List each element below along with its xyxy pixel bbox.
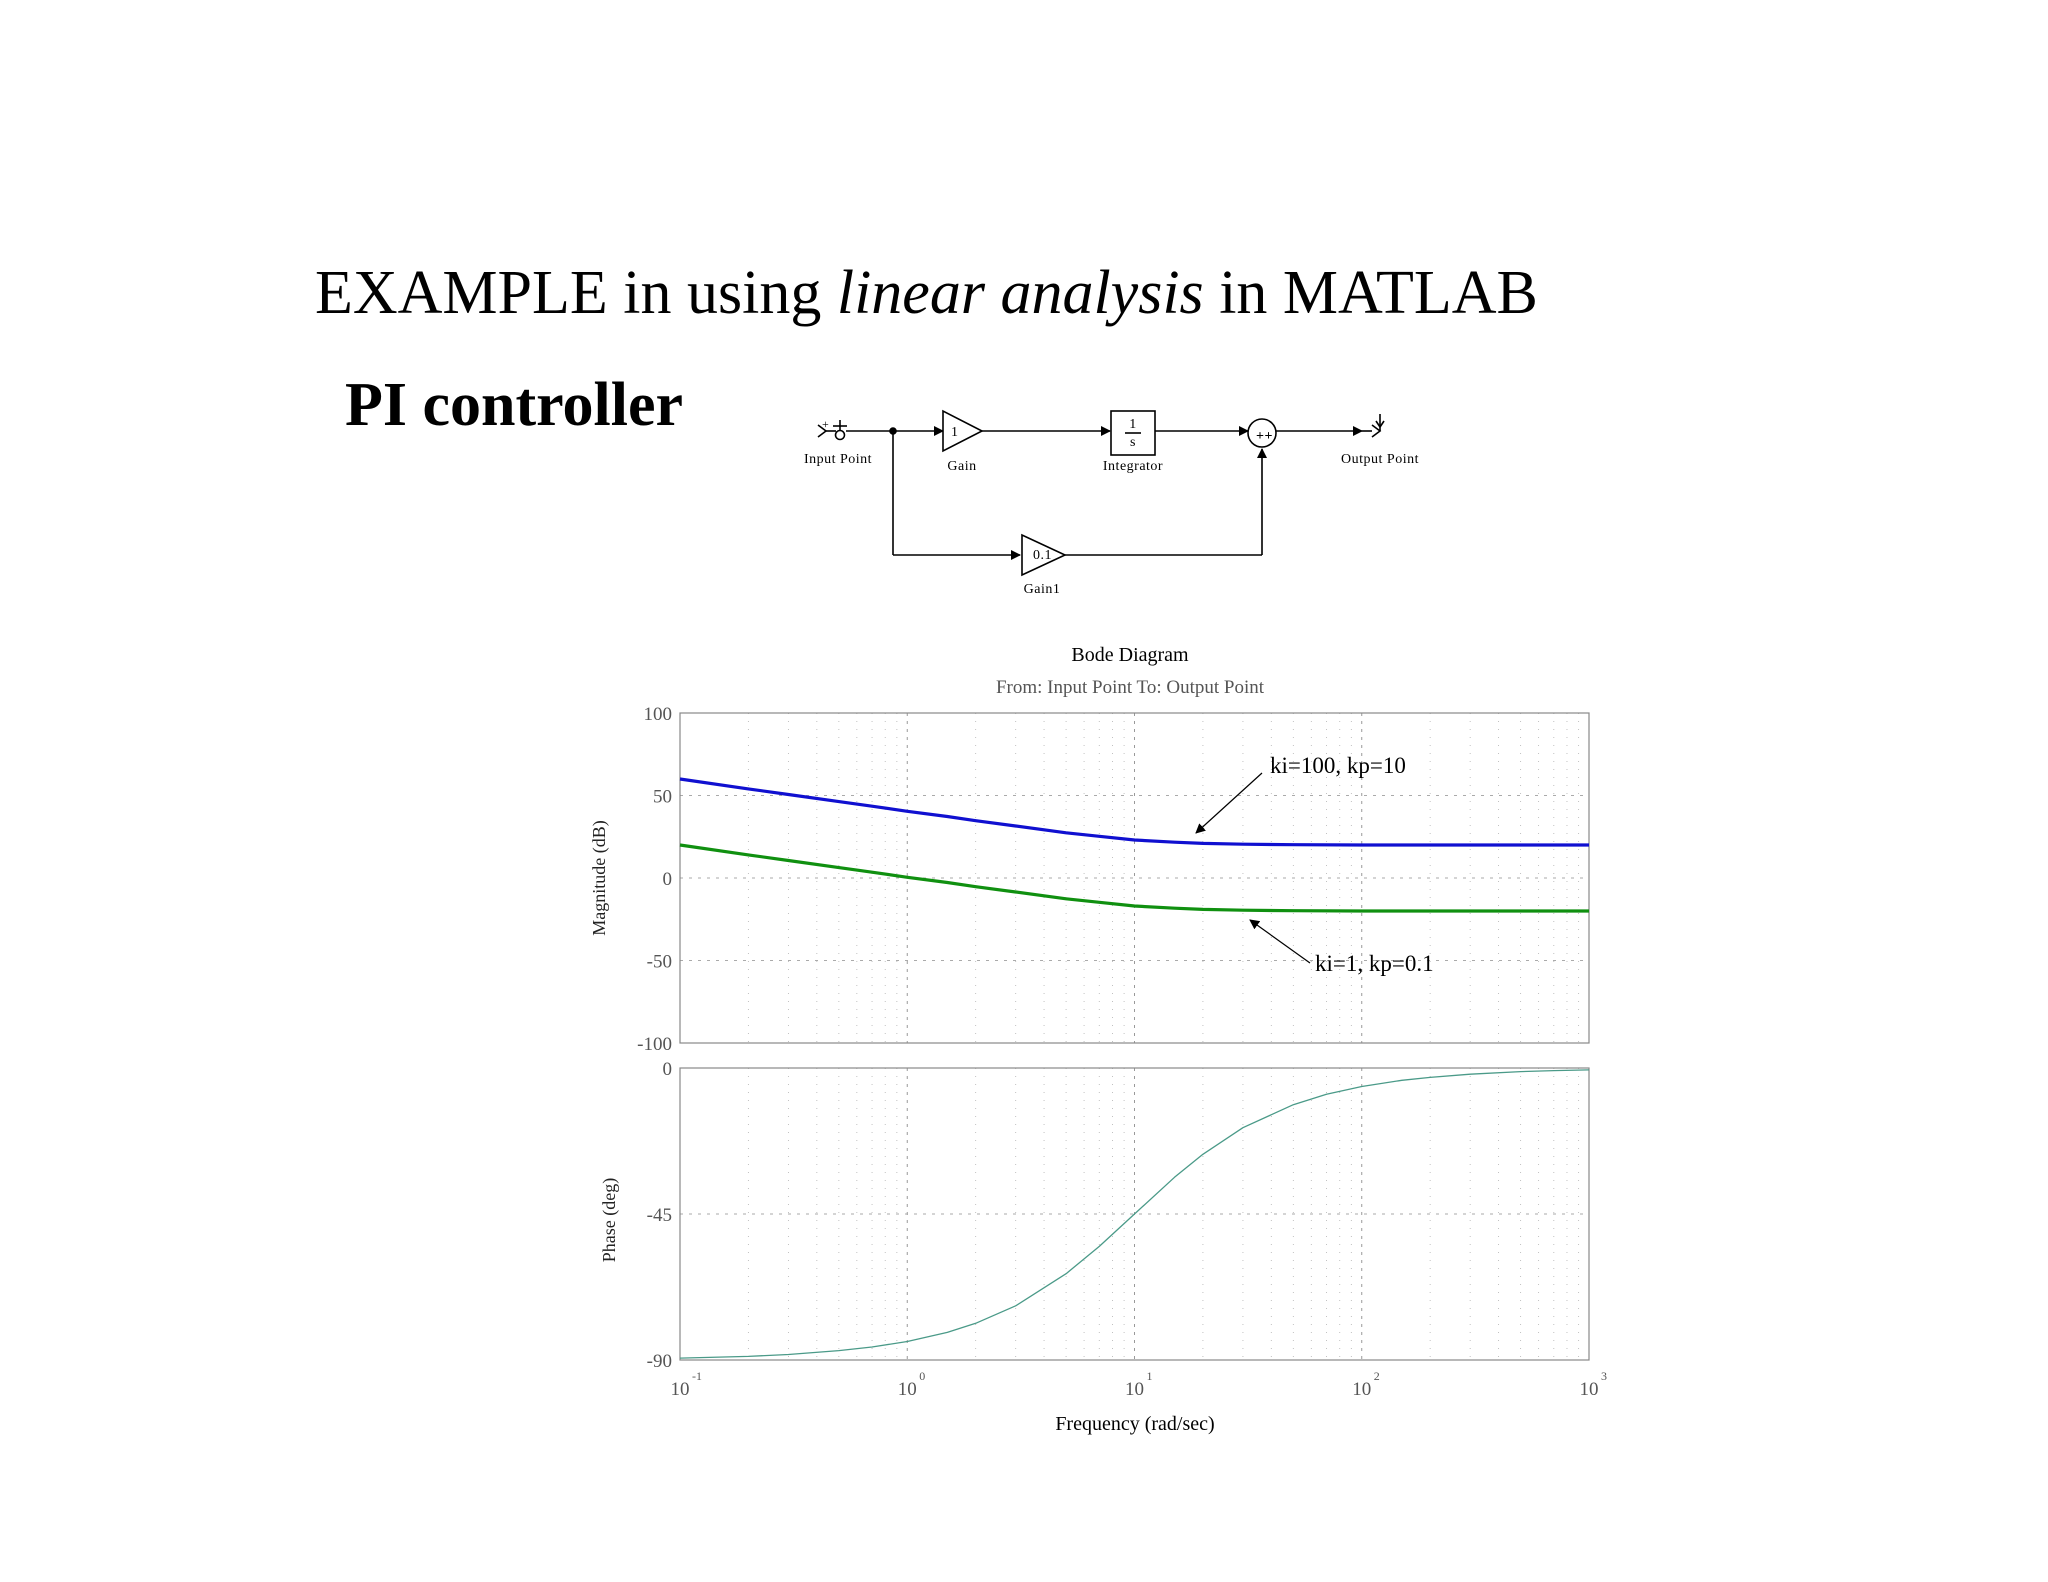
chart-xlabel: Frequency (rad/sec) [1055, 1413, 1215, 1435]
x-tick-exponent: 1 [1146, 1369, 1153, 1383]
title-suffix: in MATLAB [1203, 259, 1538, 327]
phase-ylabel: Phase (deg) [599, 1177, 619, 1263]
gain-block[interactable] [943, 411, 982, 451]
x-tick-base: 10 [670, 1379, 690, 1400]
y-tick-label: 0 [662, 1059, 672, 1080]
output-point-icon [1362, 414, 1384, 437]
y-tick-label: 100 [643, 704, 672, 725]
x-tick-exponent: 3 [1601, 1369, 1607, 1383]
magnitude-y-ticks [637, 704, 672, 1055]
magnitude-ylabel: Magnitude (dB) [589, 820, 609, 936]
x-tick-labels [671, 1369, 1608, 1400]
y-tick-label: -90 [646, 1351, 672, 1372]
chart-title: Bode Diagram [1071, 644, 1189, 666]
magnitude-plot [589, 704, 1589, 1055]
block-diagram [818, 411, 1384, 575]
gain-value: 1 [951, 425, 959, 440]
input-point-label: Input Point [803, 452, 873, 467]
title-italic: linear analysis [836, 259, 1204, 327]
chart-subtitle: From: Input Point To: Output Point [995, 677, 1265, 698]
magnitude-annotations [1196, 753, 1434, 976]
svg-text:+: + [822, 417, 829, 431]
y-tick-label: -45 [646, 1205, 672, 1226]
y-tick-label: -100 [637, 1034, 672, 1055]
x-tick-base: 10 [1352, 1379, 1372, 1400]
x-tick-base: 10 [1579, 1379, 1599, 1400]
title-prefix: EXAMPLE in using [315, 259, 837, 327]
integrator-denominator: s [1130, 435, 1136, 450]
y-tick-label: -50 [646, 951, 672, 973]
y-tick-label: 50 [653, 786, 672, 808]
annotation-ki1: ki=1, kp=0.1 [1315, 951, 1434, 976]
x-tick-exponent: 0 [919, 1369, 926, 1383]
slide-subtitle: PI controller [345, 371, 684, 439]
integrator-label: Integrator [1102, 459, 1164, 474]
x-tick-base: 10 [897, 1379, 917, 1400]
x-tick-exponent: 2 [1373, 1369, 1380, 1383]
integrator-numerator: 1 [1129, 417, 1137, 432]
phase-plot [599, 1059, 1589, 1372]
annotation-ki100: ki=100, kp=10 [1270, 753, 1406, 778]
gain-label: Gain [947, 459, 977, 474]
y-tick-label: 0 [662, 869, 672, 890]
x-tick-base: 10 [1125, 1379, 1144, 1400]
x-tick-exponent: -1 [692, 1369, 702, 1383]
magnitude-grid [680, 713, 1589, 1043]
sum-signs: ++ [1256, 429, 1273, 444]
bode-titles [996, 644, 1265, 698]
gain1-value: 0.1 [1033, 548, 1052, 563]
output-point-label: Output Point [1341, 452, 1419, 467]
gain1-label: Gain1 [1023, 582, 1061, 597]
phase-y-ticks [647, 1059, 672, 1372]
input-point-icon [818, 417, 847, 440]
